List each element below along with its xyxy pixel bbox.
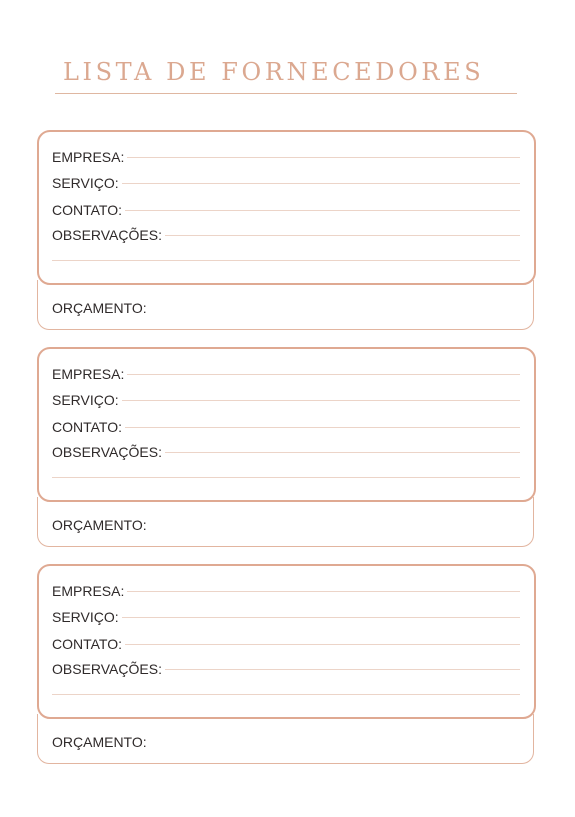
contact-line[interactable]: [125, 210, 520, 211]
budget-label: ORÇAMENTO:: [52, 300, 147, 316]
company-field[interactable]: [52, 365, 520, 381]
service-label: SERVIÇO:: [52, 609, 119, 625]
company-field[interactable]: [52, 148, 520, 164]
supplier-details-box: [37, 130, 536, 285]
service-field[interactable]: [52, 174, 520, 190]
contact-field[interactable]: [52, 418, 520, 434]
budget-box: [37, 497, 534, 547]
notes-field[interactable]: [52, 443, 520, 459]
notes-field[interactable]: [52, 226, 520, 242]
service-line[interactable]: [122, 400, 520, 401]
company-line[interactable]: [127, 374, 520, 375]
service-line[interactable]: [122, 183, 520, 184]
company-line[interactable]: [127, 157, 520, 158]
company-field[interactable]: [52, 582, 520, 598]
notes-label: OBSERVAÇÕES:: [52, 444, 162, 460]
company-label: EMPRESA:: [52, 583, 125, 599]
service-line[interactable]: [122, 617, 520, 618]
budget-box: [37, 280, 534, 330]
title-divider: [55, 93, 517, 94]
supplier-details-box: [37, 564, 536, 719]
contact-line[interactable]: [125, 427, 520, 428]
contact-field[interactable]: [52, 635, 520, 651]
notes-line[interactable]: [165, 669, 520, 670]
notes-label: OBSERVAÇÕES:: [52, 661, 162, 677]
page-title: LISTA DE FORNECEDORES: [63, 58, 485, 86]
notes-field[interactable]: [52, 660, 520, 676]
company-label: EMPRESA:: [52, 149, 125, 165]
notes-line[interactable]: [165, 235, 520, 236]
company-line[interactable]: [127, 591, 520, 592]
notes-extra-line[interactable]: [52, 477, 520, 478]
company-label: EMPRESA:: [52, 366, 125, 382]
budget-label: ORÇAMENTO:: [52, 517, 147, 533]
contact-label: CONTATO:: [52, 202, 122, 218]
notes-extra-line[interactable]: [52, 260, 520, 261]
contact-label: CONTATO:: [52, 636, 122, 652]
notes-label: OBSERVAÇÕES:: [52, 227, 162, 243]
notes-extra-line[interactable]: [52, 694, 520, 695]
service-field[interactable]: [52, 608, 520, 624]
notes-line[interactable]: [165, 452, 520, 453]
service-label: SERVIÇO:: [52, 175, 119, 191]
supplier-card: [37, 564, 536, 766]
budget-box: [37, 714, 534, 764]
contact-line[interactable]: [125, 644, 520, 645]
supplier-details-box: [37, 347, 536, 502]
service-field[interactable]: [52, 391, 520, 407]
contact-label: CONTATO:: [52, 419, 122, 435]
contact-field[interactable]: [52, 201, 520, 217]
supplier-card: [37, 347, 536, 549]
supplier-card: [37, 130, 536, 332]
budget-label: ORÇAMENTO:: [52, 734, 147, 750]
service-label: SERVIÇO:: [52, 392, 119, 408]
